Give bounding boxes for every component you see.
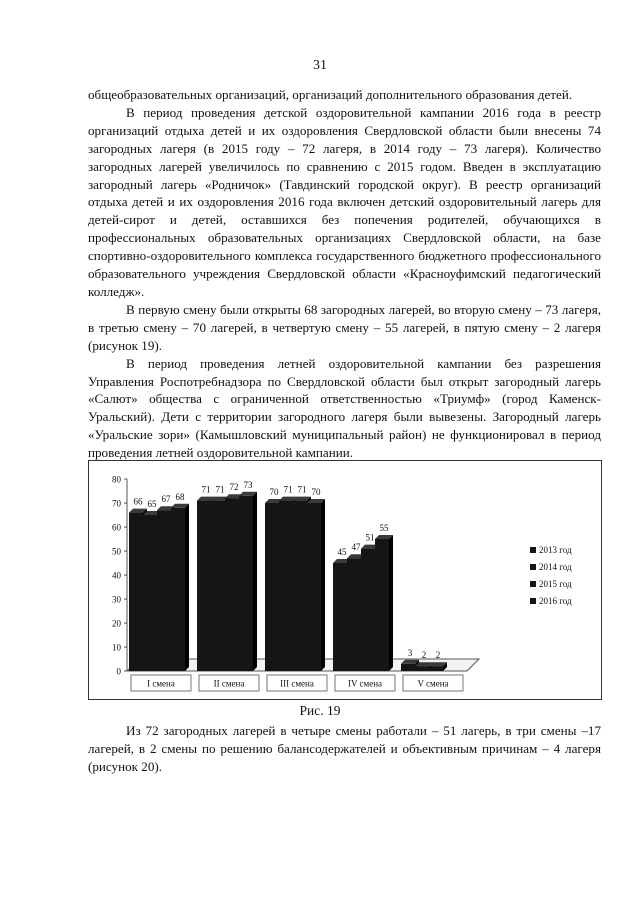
legend-entry: 2016 год <box>539 596 572 606</box>
legend-entry: 2014 год <box>539 562 572 572</box>
bar <box>197 501 211 671</box>
body-text-after-figure <box>88 722 601 776</box>
data-label: 71 <box>297 484 307 495</box>
data-label: 2 <box>435 650 441 661</box>
figure-19-chart <box>88 460 602 700</box>
bar-side <box>253 492 257 671</box>
bar <box>157 510 171 671</box>
legend-swatch <box>530 598 536 604</box>
bar <box>129 513 143 671</box>
bar-side <box>185 504 189 671</box>
bar <box>265 503 279 671</box>
bar-side <box>321 499 325 671</box>
data-label: 55 <box>379 523 389 533</box>
y-tick-label: 70 <box>112 498 121 509</box>
data-label: 70 <box>269 487 279 497</box>
bar <box>307 503 321 671</box>
y-tick-label: 30 <box>112 594 121 605</box>
legend-swatch <box>530 547 536 553</box>
legend-swatch <box>530 581 536 587</box>
x-tick-label: II смена <box>213 678 245 689</box>
bar <box>361 549 375 671</box>
x-tick-label: IV смена <box>347 678 383 689</box>
bar <box>401 664 415 671</box>
data-label: 67 <box>161 494 171 505</box>
data-label: 71 <box>283 484 293 495</box>
y-tick-label: 40 <box>112 570 121 581</box>
legend-swatch <box>530 564 536 570</box>
data-label: 71 <box>201 484 211 495</box>
data-label: 47 <box>351 542 361 553</box>
page-number: 31 <box>313 58 327 73</box>
bar <box>429 666 443 671</box>
data-label: 73 <box>243 479 253 490</box>
bar <box>211 501 225 671</box>
x-tick-label: III смена <box>280 678 314 689</box>
bar <box>333 563 347 671</box>
y-tick-label: 10 <box>112 642 121 653</box>
y-tick-label: 80 <box>112 474 121 485</box>
y-tick-label: 0 <box>116 666 121 677</box>
y-tick-label: 60 <box>112 522 121 533</box>
bar <box>171 508 185 671</box>
data-label: 70 <box>311 487 321 497</box>
body-text-before-figure <box>88 86 601 462</box>
paragraph-shift-distribution: Из 72 загородных лагерей в четыре смены работали – 51 лагерь, в три смены –17 лагерей, в 2 смены по решению балансодержателей и объективным причинам – 4 лагеря (рисунок 20). <box>88 723 601 774</box>
data-label: 68 <box>175 491 185 502</box>
data-label: 51 <box>365 532 375 543</box>
legend-entry: 2015 год <box>539 579 572 589</box>
bar <box>143 515 157 671</box>
y-tick-label: 20 <box>112 618 121 629</box>
data-label: 65 <box>147 499 157 509</box>
paragraph-continuation: общеобразовательных организаций, организаций дополнительного образования детей. <box>88 87 573 102</box>
y-tick-label: 50 <box>112 546 121 557</box>
bar <box>293 501 307 671</box>
legend-entry: 2013 год <box>539 545 572 555</box>
data-label: 72 <box>229 482 239 493</box>
bar <box>415 666 429 671</box>
data-label: 45 <box>337 547 347 557</box>
bar <box>347 558 361 671</box>
bar <box>279 501 293 671</box>
paragraph-camp-registry: В период проведения детской оздоровительной кампании 2016 года в реестр организаций отдыха детей и их оздоровления Свердловской области были внесены 74 загородных лагеря (в 2015 году – 72 лагеря, в 2014 году – 73 лагеря). Количество загородных лагерей увеличилось по сравнению с 2015 годом. Введен в эксплуатацию загородный лагерь «Родничок» (Тавдинский городской округ). В реестр организаций отдыха детей и их оздоровления 2016 года включен детский оздоровительный лагерь для детей-сирот и детей, оставшихся без попечения родителей, обучающихся в профессиональных образовательных организациях Свердловской области, на базе спортивно-оздоровительного комплекса государственного бюджетного профессионального образовательного учреждения Свердловской области «Красноуфимский педагогический колледж». <box>88 104 601 299</box>
data-label: 66 <box>133 496 143 507</box>
data-label: 2 <box>421 650 427 661</box>
bar <box>375 539 389 671</box>
data-label: 3 <box>407 647 413 658</box>
paragraph-unauthorized-camp: В период проведения летней оздоровительной кампании без разрешения Управления Роспотребнадзора по Свердловской области был открыт загородный лагерь «Салют» общества с ограниченной ответственностью «Триумф» (город Каменск-Уральский). Дети с территории загородного лагеря были вывезены. Загородный лагерь «Уральские зори» (Камышловский муниципальный район) не функционировал в период проведения летней оздоровительной кампании. <box>88 355 601 461</box>
bar-side <box>389 535 393 671</box>
bar-chart-svg <box>89 461 601 699</box>
figure-caption: Рис. 19 <box>299 703 341 718</box>
x-tick-label: V смена <box>417 678 449 689</box>
bar <box>225 498 239 671</box>
x-tick-label: I смена <box>147 678 175 689</box>
data-label: 71 <box>215 484 225 495</box>
bar <box>239 496 253 671</box>
paragraph-shift-counts: В первую смену были открыты 68 загородных лагерей, во вторую смену – 73 лагеря, в третью смену – 70 лагерей, в четвертую смену – 55 лагерей, в пятую смену – 2 лагеря (рисунок 19). <box>88 301 601 353</box>
